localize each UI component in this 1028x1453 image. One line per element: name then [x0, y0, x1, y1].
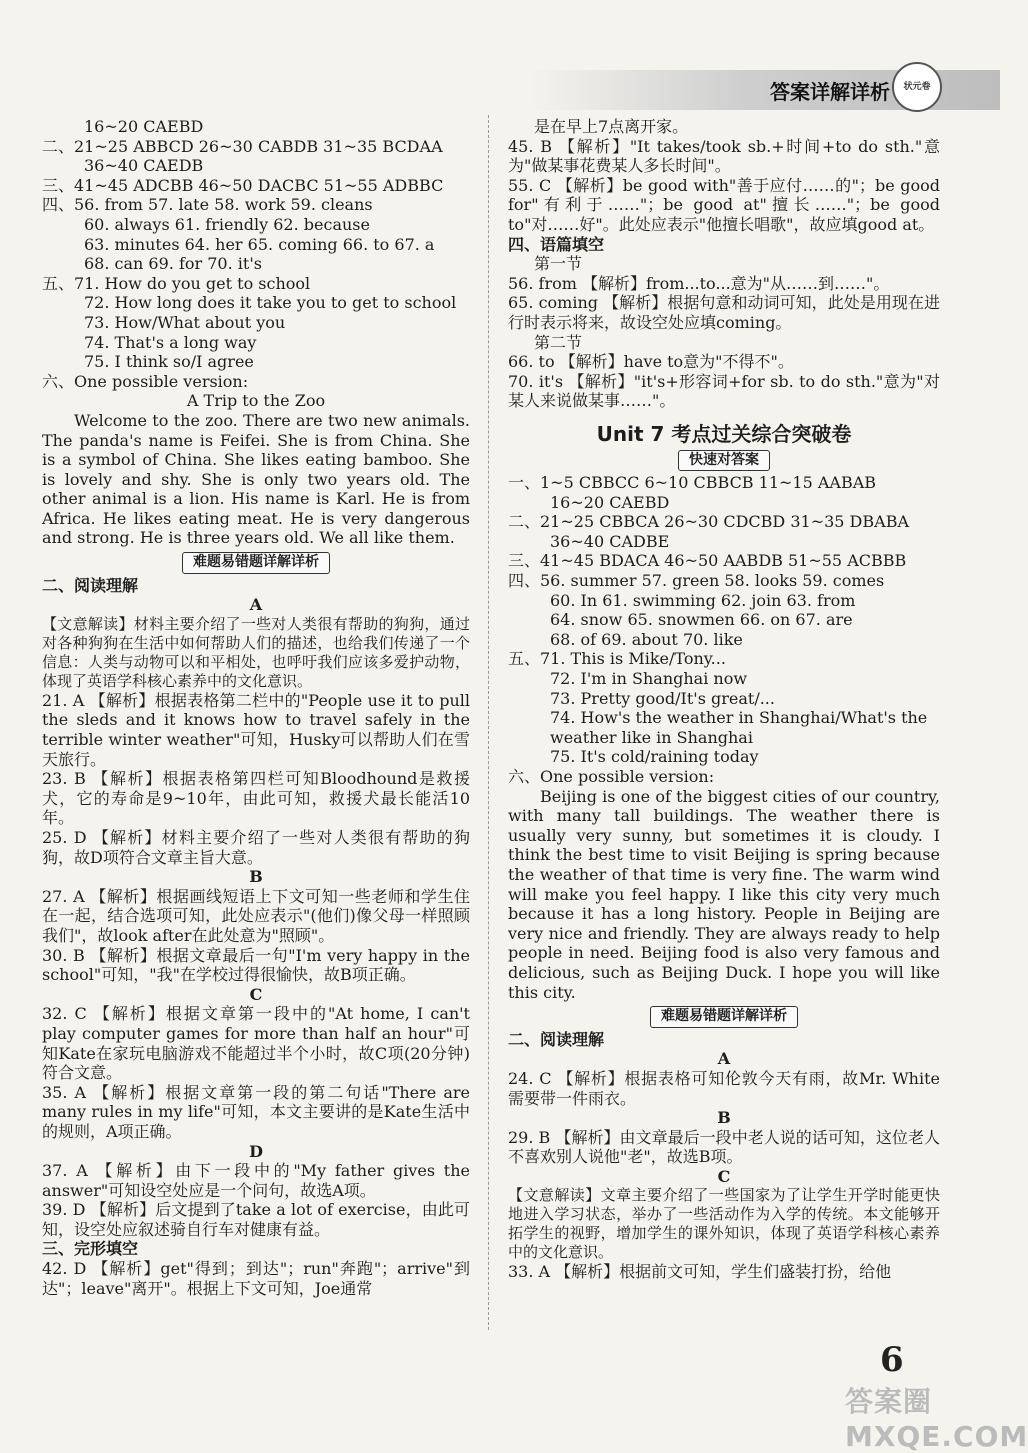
answer-row: 74. That's a long way [84, 332, 257, 352]
passage-letter: D [249, 1141, 263, 1161]
column-divider [488, 115, 489, 1330]
answer-row: 六、One possible version: [508, 767, 715, 786]
explanation: 37. A 【解析】由下一段中的"My father gives the answer"可知设空处应是一个问句，故选A项。 [42, 1161, 470, 1200]
passage-letter: C [717, 1166, 731, 1186]
answer-row: 16~20 CAEBD [84, 117, 204, 136]
passage-letter: A [249, 595, 263, 615]
part-label: 第二节 [534, 332, 583, 352]
answer-row: 二、21~25 CBBCA 26~30 CDCBD 31~35 DBABA [508, 512, 910, 532]
essay-text: Welcome to the zoo. There are two new animals. The panda's name is Feifei. She is from China. She is a symbol of China. She likes eating bamboo. She is lovely and shy. She is only two years old. The other animal is a lion. His name is Karl. He is from Africa. He likes eating meat. He is very dangerous and strong. He is three years old. We all like them. [42, 410, 470, 548]
explanation: 42. D 【解析】get"得到；到达"；run"奔跑"；arrive"到达"；leave"离开"。根据上下文可知，Joe通常 [42, 1259, 470, 1298]
explanation: 55. C 【解析】be good with"善于应付……的"；be good for"有利于……"；be good at"擅长……"；be good to"对……好"。此处应表示"他擅长唱歌"，故应填good at。 [508, 175, 940, 234]
answer-row: 三、41~45 BDACA 46~50 AABDB 51~55 ACBBB [508, 551, 907, 571]
passage-letter: B [249, 867, 263, 887]
explanation: 66. to 【解析】have to意为"不得不"。 [508, 352, 794, 372]
explanation: 32. C 【解析】根据文章第一段中的"At home, I can't play computer games for more than half an hour"可知Kate在家玩电脑游戏不能超过半个小时，故C项(20分钟)符合文意。 [42, 1004, 470, 1083]
answer-row: 五、71. This is Mike/Tony... [508, 649, 726, 669]
explanation: 39. D 【解析】后文提到了take a lot of exercise，由此可知，设空处应叙述骑自行车对健康有益。 [42, 1200, 470, 1239]
answer-row: 60. always 61. friendly 62. because [84, 214, 370, 234]
section-label: 二、阅读理解 [508, 1029, 605, 1049]
answer-row: 74. How's the weather in Shanghai/What's the [550, 708, 928, 728]
answer-row: 六、One possible version: [42, 371, 249, 391]
answer-row: 72. How long does it take you to get to school [84, 293, 457, 313]
explanation: 24. C 【解析】根据表格可知伦敦今天有雨，故Mr. White需要带一件雨衣。 [508, 1068, 940, 1108]
answer-row: 36~40 CADBE [550, 531, 670, 551]
explanation: 56. from 【解析】from...to...意为"从……到……"。 [508, 273, 890, 293]
answer-row: 73. How/What about you [84, 312, 286, 332]
explanation: 30. B 【解析】根据文章最后一句"I'm very happy in the school"可知，"我"在学校过得很愉快，故B项正确。 [42, 945, 470, 985]
answer-row: 75. I think so/I agree [84, 352, 254, 372]
explanation: 23. B 【解析】根据表格第四栏可知Bloodhound是救援犬，它的寿命是9~10年，由此可知，救援犬最长能活10年。 [42, 769, 470, 828]
answer-row: 36~40 CAEDB [84, 156, 204, 176]
section-label: 三、完形填空 [42, 1239, 139, 1259]
unit-title: Unit 7 考点过关综合突破卷 [596, 421, 852, 446]
answer-row: 四、56. from 57. late 58. work 59. cleans [42, 195, 373, 215]
explanation: 33. A 【解析】根据前文可知，学生们盛装打扮，给他 [508, 1262, 892, 1282]
answer-row: 16~20 CAEBD [550, 492, 670, 512]
answer-row: 四、56. summer 57. green 58. looks 59. comes [508, 571, 885, 591]
left-column [42, 117, 470, 1298]
answer-row: 64. snow 65. snowmen 66. on 67. are [550, 610, 853, 630]
banner-label: 快速对答案 [678, 450, 770, 472]
answer-row: 60. In 61. swimming 62. join 63. from [550, 590, 856, 610]
answer-row: 三、41~45 ADCBB 46~50 DACBC 51~55 ADBBC [42, 175, 444, 195]
explanation: 29. B 【解析】由文章最后一段中老人说的话可知，这位老人不喜欢别人说他"老"，故选B项。 [508, 1127, 940, 1167]
explanation: 21. A 【解析】根据表格第二栏中的"People use it to pull the sleds and it knows how to travel safely in the terrible winter weather"可知，Husky可以帮助人们在雪天旅行。 [42, 690, 470, 769]
header-title: 答案详解详析 [770, 80, 890, 104]
passage-summary: 【文意解读】材料主要介绍了一些对人类很有帮助的狗狗，通过对各种狗狗在生活中如何帮助人们的描述，也给我们传递了一个信息：人类与动物可以和平相处，也呼吁我们应该多爱护动物，体现了英语学科核心素养中的文化意识。 [42, 614, 470, 690]
answer-row: 72. I'm in Shanghai now [550, 669, 748, 689]
answer-row: 一、1~5 CBBCC 6~10 CBBCB 11~15 AABAB [508, 473, 877, 493]
right-answer-list [508, 473, 940, 787]
answer-row: 68. of 69. about 70. like [550, 629, 743, 649]
passage-letter: A [717, 1049, 731, 1069]
section-banner [508, 449, 940, 472]
brand-logo: 状元卷 [892, 62, 942, 112]
explanation: 70. it's 【解析】"it's+形容词+for sb. to do sth."意为"对某人来说做某事……"。 [508, 371, 940, 411]
essay-title: A Trip to the Zoo [186, 391, 326, 411]
banner-label: 难题易错题详解详析 [650, 1006, 798, 1028]
header-bar [530, 70, 1000, 110]
answer-row: weather like in Shanghai [550, 727, 753, 747]
part-label: 第一节 [534, 254, 583, 274]
answer-row: 五、71. How do you get to school [42, 273, 311, 293]
watermark: 答案圈 MXQE.COM [845, 1385, 1028, 1453]
section-banner [42, 551, 470, 574]
banner-label: 难题易错题详解详析 [182, 552, 330, 574]
answer-row: 73. Pretty good/It's great/... [550, 688, 775, 708]
answer-row: 68. can 69. for 70. it's [84, 254, 262, 274]
left-answer-list [42, 117, 470, 391]
section-label: 四、语篇填空 [508, 234, 605, 254]
passage-letter: B [717, 1108, 731, 1128]
answer-row: 二、21~25 ABBCD 26~30 CABDB 31~35 BCDAA [42, 136, 443, 156]
explanation: 35. A 【解析】根据文章第一段的第二句话"There are many rules in my life"可知，本文主要讲的是Kate生活中的规则，A项正确。 [42, 1082, 470, 1141]
explanation: 25. D 【解析】材料主要介绍了一些对人类很有帮助的狗狗，故D项符合文章主旨大意。 [42, 828, 470, 867]
passage-letter: C [249, 984, 263, 1004]
passage-summary: 【文意解读】文章主要介绍了一些国家为了让学生开学时能更快地进入学习状态，举办了一些活动作为入学的传统。本文能够开拓学生的视野，增加学生的课外知识，体现了英语学科核心素养中的文化意识。 [508, 1186, 940, 1262]
explanation: 45. B 【解析】"It takes/took sb.+时间+to do sth."意为"做某事花费某人多长时间"。 [508, 136, 940, 176]
explanation: 65. coming 【解析】根据句意和动词可知，此处是用现在进行时表示将来，故设空处应填coming。 [508, 293, 940, 332]
section-label: 二、阅读理解 [42, 575, 139, 595]
answer-row: 75. It's cold/raining today [550, 747, 759, 767]
section-banner [508, 1005, 940, 1028]
right-column [508, 117, 940, 1282]
explanation: 27. A 【解析】根据画线短语上下文可知一些老师和学生住在一起，结合选项可知，此处应表示"(他们)像父母一样照顾我们"，故look after在此处意为"照顾"。 [42, 886, 470, 945]
explanation-continued: 是在早上7点离开家。 [534, 117, 689, 136]
page-number: 6 [880, 1340, 904, 1380]
essay-text: Beijing is one of the biggest cities of our country, with many tall buildings. The weather there is usually very sunny, but sometimes it is cloudy. I think the best time to visit Beijing is spring because the weather of that time is very fine. The warm wind will make you feel happy. I like this city very much because it has a long history. People in Beijing are very nice and friendly. They are always ready to help people in need. Beijing food is also very famous and delicious, such as Beijing Duck. I hope you will like this city. [508, 786, 940, 1002]
answer-row: 63. minutes 64. her 65. coming 66. to 67. a [84, 234, 435, 254]
